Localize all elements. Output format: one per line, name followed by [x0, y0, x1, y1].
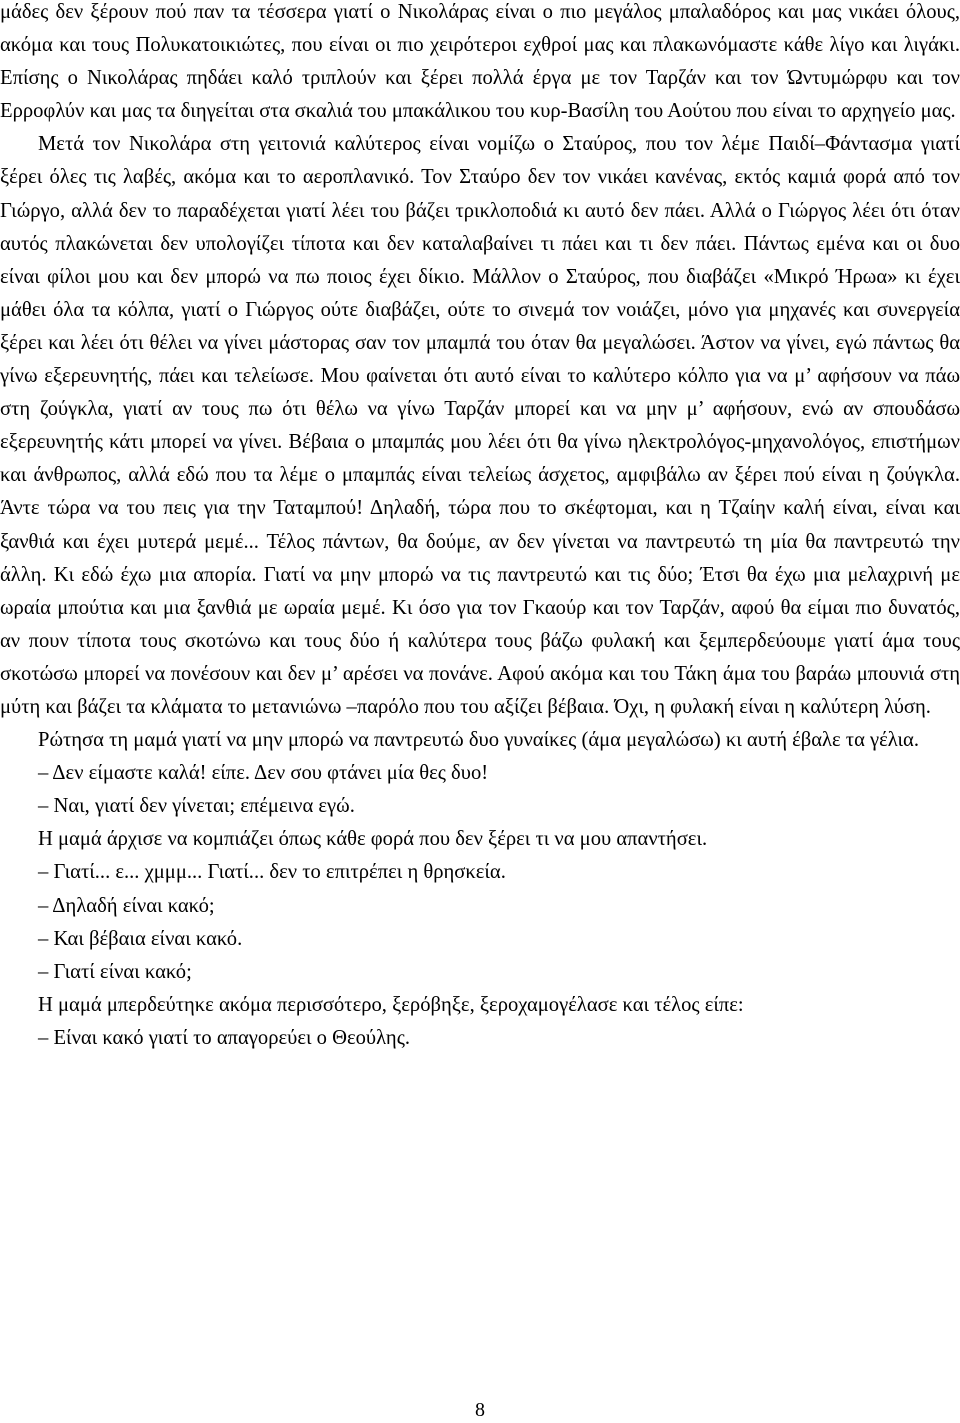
- dialogue-line-7: – Είναι κακό γιατί το απαγορεύει ο Θεούλης.: [38, 1026, 410, 1049]
- dialogue-line-2: – Ναι, γιατί δεν γίνεται; επέμεινα εγώ.: [38, 795, 355, 818]
- dialogue-line-6: – Γιατί είναι κακό;: [38, 960, 192, 983]
- narration-line-2: Η μαμά μπερδεύτηκε ακόμα περισσότερο, ξερόβηξε, ξεροχαμογέλασε και τέλος είπε:: [38, 993, 744, 1016]
- narration-line-1: Η μαμά άρχισε να κομπιάζει όπως κάθε φορά που δεν ξέρει τι να μου απαντήσει.: [38, 828, 708, 851]
- dialogue-line-4: – Δηλαδή είναι κακό;: [38, 894, 215, 917]
- dialogue-line-3: – Γιατί... ε... χμμμ... Γιατί... δεν το επιτρέπει η θρησκεία.: [38, 861, 506, 884]
- paragraph-3: Ρώτησα τη μαμά γιατί να μην μπορώ να παντρευτώ δυο γυναίκες (άμα μεγαλώσω) κι αυτή έβαλε τα γέλια.: [38, 729, 919, 752]
- dialogue-line-1: – Δεν είμαστε καλά! είπε. Δεν σου φτάνει μία θες δυο!: [38, 762, 489, 785]
- dialogue-line-5: – Και βέβαια είναι κακό.: [38, 927, 243, 950]
- paragraph-2: Μετά τον Νικολάρα στη γειτονιά καλύτερος είναι νομίζω ο Σταύρος, που τον λέμε Παιδί–Φάντασμα γιατί ξέρει όλες τις λαβές, ακόμα και το αεροπλανικό. Τον Σταύρο δεν τον νικάει κανένας, εκτός καμιά φορά από τον Γιώργο, αλλά δεν το παραδέχεται γιατί λέει του βάζει τρικλοποδιά κι αυτό δεν πάει. Αλλά ο Γιώργος λέει ότι όταν αυτός πλακώνεται δεν υπολογίζει τίποτα και δεν καταλαβαίνει τι πάει και τι δεν πάει. Πάντως εμένα και οι δυο είναι φίλοι μου και δεν μπορώ να πω ποιος έχει δίκιο. Μάλλον ο Σταύρος, που διαβάζει «Μικρό Ήρωα» κι έχει μάθει όλα τα κόλπα, γιατί ο Γιώργος ούτε διαβάζει, ούτε το σινεμά τον νοιάζει, μόνο για μηχανές και συνεργεία ξέρει και λέει ότι θέλει να γίνει μάστορας σαν τον μπαμπά του όταν θα μεγαλώσει. Άστον να γίνει, εγώ πάντως θα γίνω εξερευνητής, πάει και τελείωσε. Μου φαίνεται ότι αυτό είναι το καλύτερο κόλπο για να μ’ αφήσουν να πάω στη ζούγκλα, γιατί αν τους πω ότι θέλω να γίνω Ταρζάν μπορεί και να μην μ’ αφήσουν, ενώ αν σπουδάσω εξερευνητής κάτι μπορεί να γίνει. Βέβαια ο μπαμπάς μου λέει ότι θα γίνω ηλεκτρολόγος-μηχανολόγος, επιστήμων και άνθρωπος, αλλά εδώ που τα λέμε ο μπαμπάς είναι τελείως άσχετος, αμφιβάλω αν ξέρει πού είναι η ζούγκλα. Άντε τώρα να του πεις για την Ταταμπού! Δηλαδή, τώρα που το σκέφτομαι, και η Τζαίην καλή είναι, είναι και ξανθιά και έχει μυτερά μεμέ... Τέλος πάντων, θα δούμε, αν δεν γίνεται να παντρευτώ τη μία θα παντρευτώ την άλλη. Κι εδώ έχω μια απορία. Γιατί να μην μπορώ να τις παντρευτώ και τις δύο; Έτσι θα έχω μια μελαχρινή με ωραία μπούτια και μια ξανθιά με ωραία μεμέ. Κι όσο για τον Γκαούρ και τον Ταρζάν, αφού θα είμαι πιο δυνατός, αν πουν τίποτα τους σκοτώνω και τους δύο ή καλύτερα τους βάζω φυλακή και ξεμπερδεύουμε γιατί άμα τους σκοτώσω μπορεί να πονέσουν και δεν μ’ αρέσει να πονάνε. Αφού ακόμα και του Τάκη άμα του βαράω μπουνιά στη μύτη και βάζει τα κλάματα το μετανιώνω –παρόλο που του αξίζει βέβαια. Όχι, η φυλακή είναι η καλύτερη λύση.: [0, 133, 960, 718]
- paragraph-1: μάδες δεν ξέρουν πού παν τα τέσσερα γιατί ο Νικολάρας είναι ο πιο μεγάλος μπαλαδόρος και μας νικάει όλους, ακόμα και τους Πολυκατοικιώτες, που είναι οι πιο χειρότεροι εχθροί μας και πλακωνόμαστε κάθε λίγο και λιγάκι. Επίσης ο Νικολάρας πηδάει καλό τριπλούν και ξέρει πολλά έργα με τον Ταρζάν και τον Ώντυμώρφυ και τον Ερροφλύν και μας τα διηγείται στα σκαλιά του μπακάλικου του κυρ-Βασίλη του Αούτου που είναι το αρχηγείο μας.: [0, 1, 960, 123]
- page-number: 8: [475, 1399, 485, 1421]
